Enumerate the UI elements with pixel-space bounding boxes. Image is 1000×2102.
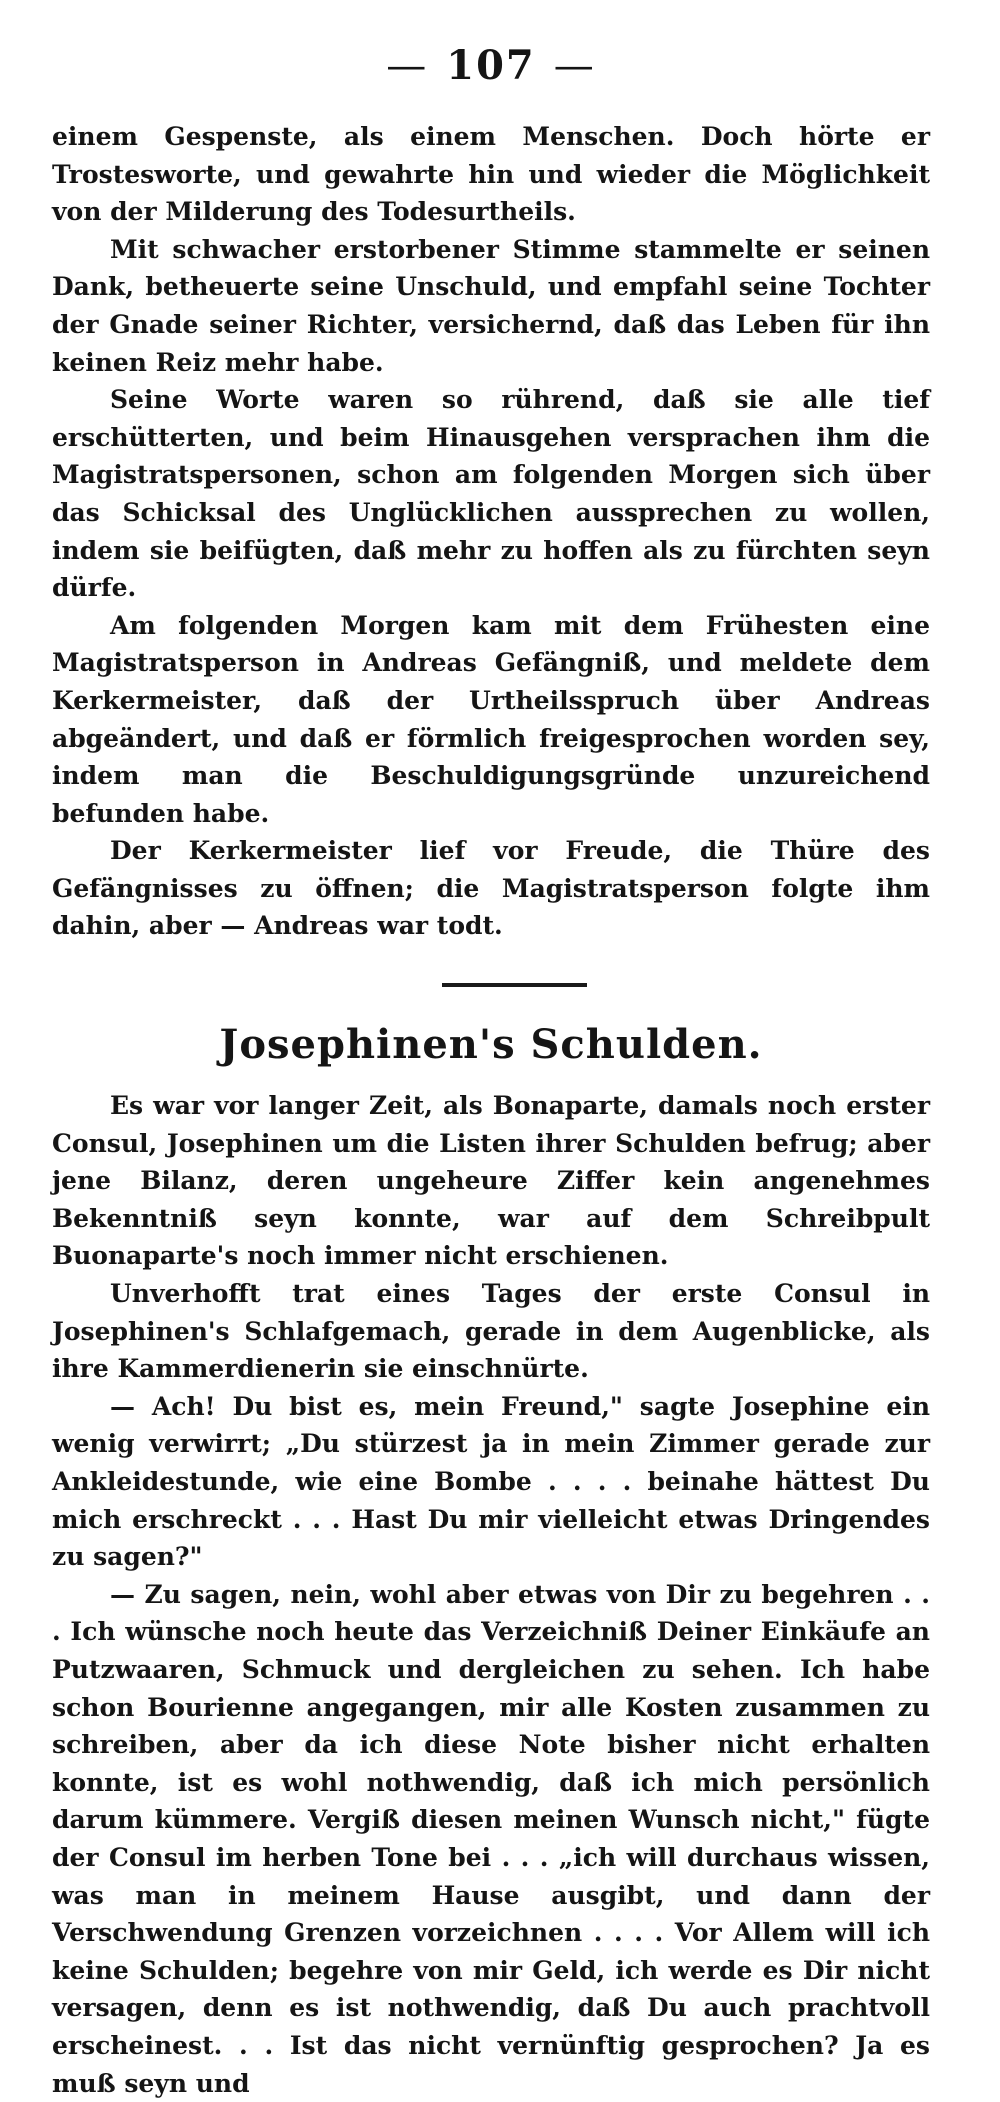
page-number-dash-right: —: [553, 43, 596, 89]
section-divider: [442, 983, 587, 987]
paragraph: Es war vor langer Zeit, als Bonaparte, damals noch erster Consul, Josephinen um die Listen ihrer Schulden befrug; aber jene Bilanz, deren ungeheure Ziffer kein angenehmes Bekenntniß seyn konnte, war auf dem Schreibpult Buonaparte's noch immer nicht erschienen.: [52, 1091, 930, 1271]
paragraph: einem Gespenste, als einem Menschen. Doch hörte er Trostesworte, und gewahrte hin und wieder die Möglichkeit von der Milderung des Todesurtheils.: [52, 122, 930, 227]
page-number-header: [52, 40, 930, 92]
page-number: 107: [446, 42, 536, 89]
paragraph: Der Kerkermeister lief vor Freude, die Thüre des Gefängnisses zu öffnen; die Magistratsperson folgte ihm dahin, aber — Andreas war todt.: [52, 836, 930, 941]
paragraph: Unverhofft trat eines Tages der erste Consul in Josephinen's Schlafgemach, gerade in dem Augenblicke, als ihre Kammerdienerin sie einschnürte.: [52, 1279, 930, 1384]
paragraph: Seine Worte waren so rührend, daß sie alle tief erschütterten, und beim Hinausgehen versprachen ihm die Magistratspersonen, schon am folgenden Morgen sich über das Schicksal des Unglücklichen aussprechen zu wollen, indem sie beifügten, daß mehr zu hoffen als zu fürchten seyn dürfe.: [52, 385, 930, 603]
paragraph: — Zu sagen, nein, wohl aber etwas von Dir zu begehren . . . Ich wünsche noch heute das Verzeichniß Deiner Einkäufe an Putzwaaren, Schmuck und dergleichen zu sehen. Ich habe schon Bourienne angegangen, mir alle Kosten zusammen zu schreiben, aber da ich diese Note bisher nicht erhalten konnte, ist es wohl nothwendig, daß ich mich persönlich darum kümmere. Vergiß diesen meinen Wunsch nicht," fügte der Consul im herben Tone bei . . . „ich will durchaus wissen, was man in meinem Hause ausgibt, und dann der Verschwendung Grenzen vorzeichnen . . . . Vor Allem will ich keine Schulden; begehre von mir Geld, ich werde es Dir nicht versagen, denn es ist nothwendig, daß Du auch prachtvoll erscheinest. . . Ist das nicht vernünftig gesprochen? Ja es muß seyn und: [52, 1579, 930, 2098]
page-number-dash-left: —: [386, 43, 429, 89]
paragraph: Am folgenden Morgen kam mit dem Frühesten eine Magistratsperson in Andreas Gefängniß, und meldete dem Kerkermeister, daß der Urtheilsspruch über Andreas abgeändert, und daß er förmlich freigesprochen worden sey, indem man die Beschuldigungsgründe unzureichend befunden habe.: [52, 610, 930, 828]
story-title: Josephinen's Schulden.: [219, 1021, 763, 1069]
story-andreas: [52, 118, 930, 945]
paragraph: — Ach! Du bist es, mein Freund," sagte Josephine ein wenig verwirrt; „Du stürzest ja in mein Zimmer gerade zur Ankleidestunde, wie eine Bombe . . . . beinahe hättest Du mich erschreckt . . . Hast Du mir vielleicht etwas Dringendes zu sagen?": [52, 1391, 930, 1572]
story-josephine: [52, 1021, 930, 2102]
paragraph: Mit schwacher erstorbener Stimme stammelte er seinen Dank, betheuerte seine Unschuld, und empfahl seine Tochter der Gnade seiner Richter, versichernd, daß das Leben für ihn keinen Reiz mehr habe.: [52, 234, 930, 377]
